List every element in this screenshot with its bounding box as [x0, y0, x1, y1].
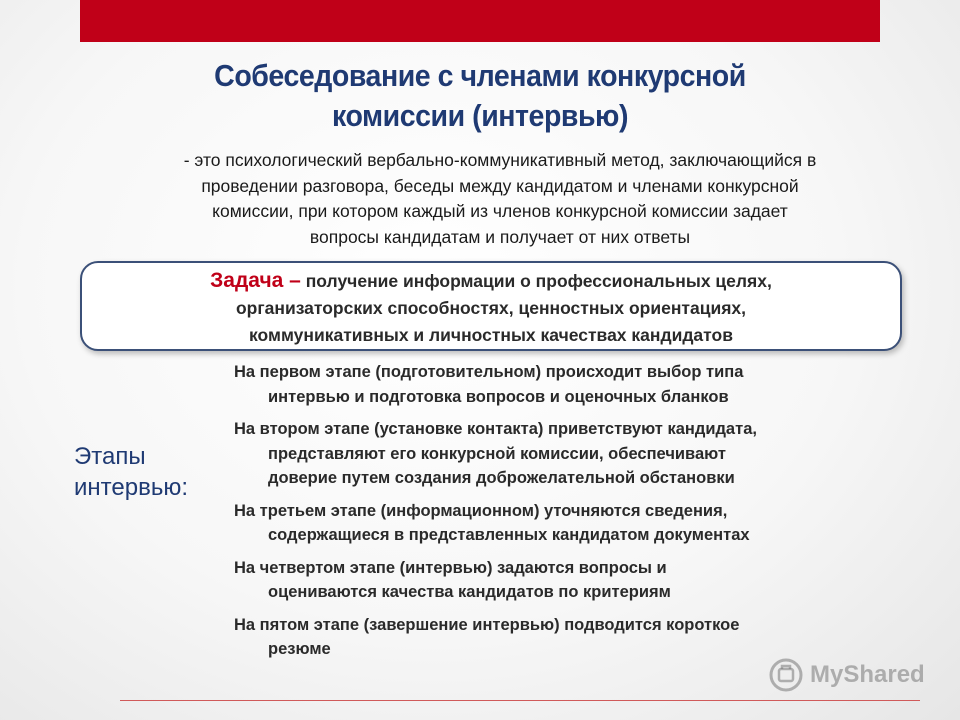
stage-line: На втором этапе (установке контакта) приветствуют кандидата, — [234, 420, 757, 438]
task-line: организаторских способностях, ценностных ориентациях, — [235, 298, 747, 318]
definition-line: вопросы кандидатам и получает от них ответы — [309, 226, 691, 247]
stage-line: На пятом этапе (завершение интервью) подводится короткое — [234, 615, 740, 634]
stage-line: резюме — [268, 640, 331, 658]
stage-item-4 — [234, 556, 924, 605]
stage-item-3 — [234, 499, 924, 548]
definition-line: - это психологический вербально-коммуникативный метод, заключающийся в — [183, 150, 817, 170]
stage-line: доверие путем создания доброжелательной обстановки — [268, 469, 735, 487]
task-box — [80, 261, 902, 351]
task-label: Задача – — [210, 269, 301, 292]
title-line: комиссии (интервью) — [332, 98, 628, 133]
top-accent-bar — [80, 0, 880, 42]
definition-text — [90, 148, 910, 250]
definition-line: комиссии, при котором каждый из членов конкурсной комиссии задает — [212, 201, 788, 221]
stage-item-1 — [234, 360, 924, 409]
stages-heading-line: Этапы — [74, 443, 146, 470]
stage-line: На первом этапе (подготовительном) происходит выбор типа — [234, 363, 744, 381]
stage-line: На третьем этапе (информационном) уточняются сведения, — [234, 501, 728, 520]
stages-heading-line: интервью: — [74, 474, 188, 501]
slide-title — [158, 56, 802, 136]
bottom-divider — [120, 700, 920, 701]
task-line-text: получение информации о профессиональных целях, — [305, 271, 772, 291]
stages-heading — [74, 441, 188, 503]
stage-item-2 — [234, 417, 924, 491]
task-line — [82, 267, 900, 295]
stage-line: содержащиеся в представленных кандидатом документах — [268, 526, 750, 544]
stage-line: оцениваются качества кандидатов по критериям — [268, 583, 671, 601]
myshared-logo-icon — [768, 657, 804, 693]
stage-line: На четвертом этапе (интервью) задаются вопросы и — [234, 558, 667, 577]
stages-list — [234, 360, 924, 670]
stage-line: представляют его конкурсной комиссии, обеспечивают — [268, 444, 726, 463]
definition-line: проведении разговора, беседы между кандидатом и членами конкурсной — [201, 175, 799, 196]
watermark — [768, 655, 925, 695]
task-line: коммуникативных и личностных качествах кандидатов — [249, 325, 733, 345]
watermark-text: MyShared — [810, 661, 925, 688]
stage-line: интервью и подготовка вопросов и оценочных бланков — [268, 387, 729, 406]
title-line: Собеседование с членами конкурсной — [214, 58, 746, 93]
